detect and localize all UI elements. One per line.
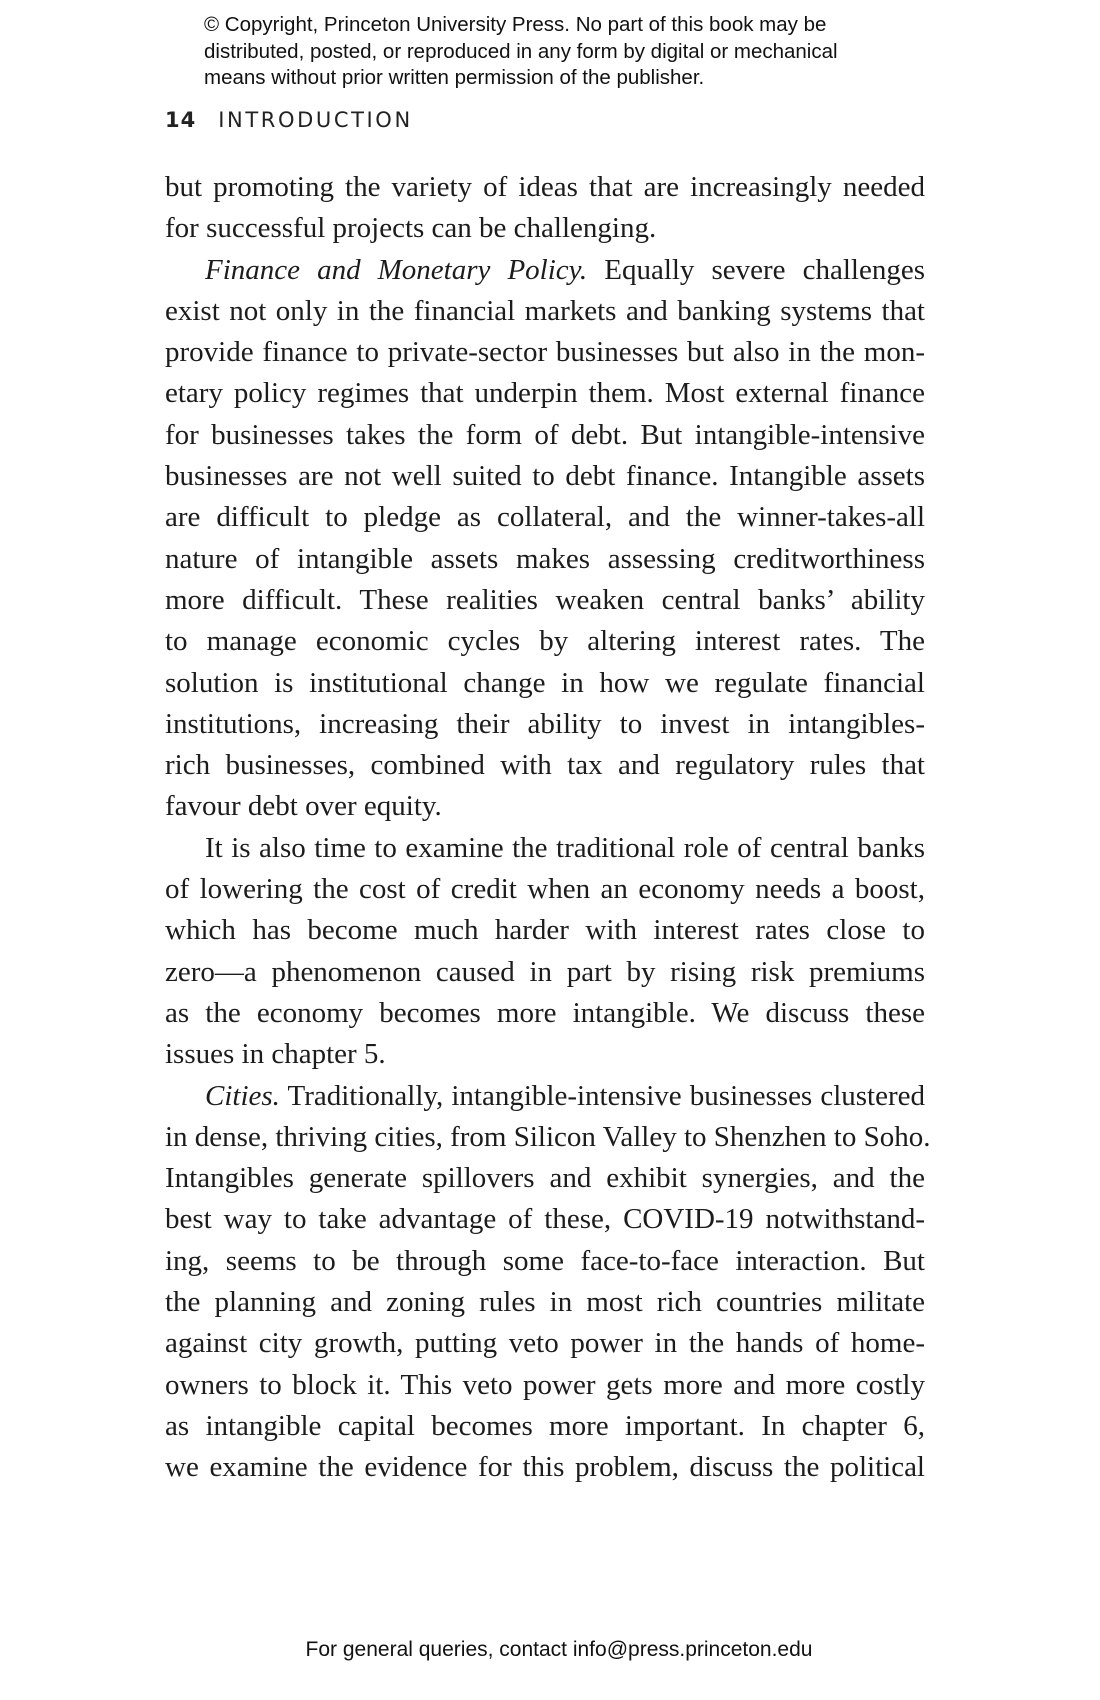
section-heading-cities: Cities.	[205, 1079, 280, 1112]
text-line: in dense, thriving cities, from Silicon Valley to Shenzhen to Soho.	[165, 1120, 931, 1153]
text-line: but promoting the variety of ideas that are increasingly needed	[165, 171, 925, 203]
text-line: institutions, increasing their ability to invest in intangibles-	[165, 707, 925, 740]
text-line: more difficult. These realities weaken central banks’ ability	[165, 583, 925, 616]
text-line: of lowering the cost of credit when an economy needs a boost,	[165, 873, 925, 906]
text-line: owners to block it. This veto power gets more and more costly	[165, 1368, 925, 1401]
footer-contact: For general queries, contact info@press.princeton.edu	[305, 1638, 813, 1661]
text-line: etary policy regimes that underpin them. Most external finance	[165, 377, 925, 410]
text-line: which has become much harder with interest rates close to	[165, 914, 925, 947]
text-line: for successful projects can be challenging.	[165, 212, 657, 245]
text-line: issues in chapter 5.	[165, 1038, 386, 1071]
text-line: exist not only in the financial markets and banking systems that	[165, 294, 925, 327]
text-line: It is also time to examine the traditional role of central banks	[205, 831, 925, 864]
text-line: Intangibles generate spillovers and exhibit synergies, and the	[165, 1162, 925, 1195]
text-line: the planning and zoning rules in most rich countries militate	[165, 1286, 925, 1319]
copyright-line: distributed, posted, or reproduced in any form by digital or mechanical	[204, 39, 838, 63]
copyright-line: © Copyright, Princeton University Press. No part of this book may be	[204, 13, 827, 36]
text-line: as intangible capital becomes more important. In chapter 6,	[165, 1409, 925, 1442]
text-line: Cities. Traditionally, intangible-intensive businesses clustered	[205, 1079, 925, 1112]
page-number: 14	[165, 108, 197, 132]
text-line: provide finance to private-sector businesses but also in the mon-	[165, 336, 925, 369]
text-line: Finance and Monetary Policy. Equally severe challenges	[205, 253, 925, 286]
text-line: are difficult to pledge as collateral, and the winner-takes-all	[165, 501, 925, 534]
text-line: zero—a phenomenon caused in part by rising risk premiums	[165, 955, 925, 988]
text-line: against city growth, putting veto power in the hands of home-	[165, 1327, 925, 1360]
copyright-notice	[204, 12, 924, 92]
text-line: for businesses takes the form of debt. But intangible-intensive	[165, 418, 925, 451]
section-heading-finance: Finance and Monetary Policy.	[205, 253, 588, 286]
text-line: solution is institutional change in how we regulate financial	[165, 666, 925, 699]
text-line: rich businesses, combined with tax and regulatory rules that	[165, 749, 925, 782]
text-line: nature of intangible assets makes assessing creditworthiness	[165, 542, 925, 575]
text-line: businesses are not well suited to debt finance. Intangible assets	[165, 460, 925, 493]
section-title: INTRODUCTION	[218, 108, 413, 132]
text-line: to manage economic cycles by altering interest rates. The	[165, 625, 925, 658]
running-head	[165, 108, 413, 132]
text-line: best way to take advantage of these, COVID-19 notwithstand-	[165, 1203, 925, 1236]
text-line: as the economy becomes more intangible. We discuss these	[165, 996, 925, 1029]
copyright-line: means without prior written permission of the publisher.	[204, 66, 705, 89]
text-line: we examine the evidence for this problem, discuss the political	[165, 1451, 925, 1484]
text-line: ing, seems to be through some face-to-face interaction. But	[165, 1244, 925, 1277]
text-line: favour debt over equity.	[165, 790, 442, 823]
body-text	[165, 167, 931, 1489]
